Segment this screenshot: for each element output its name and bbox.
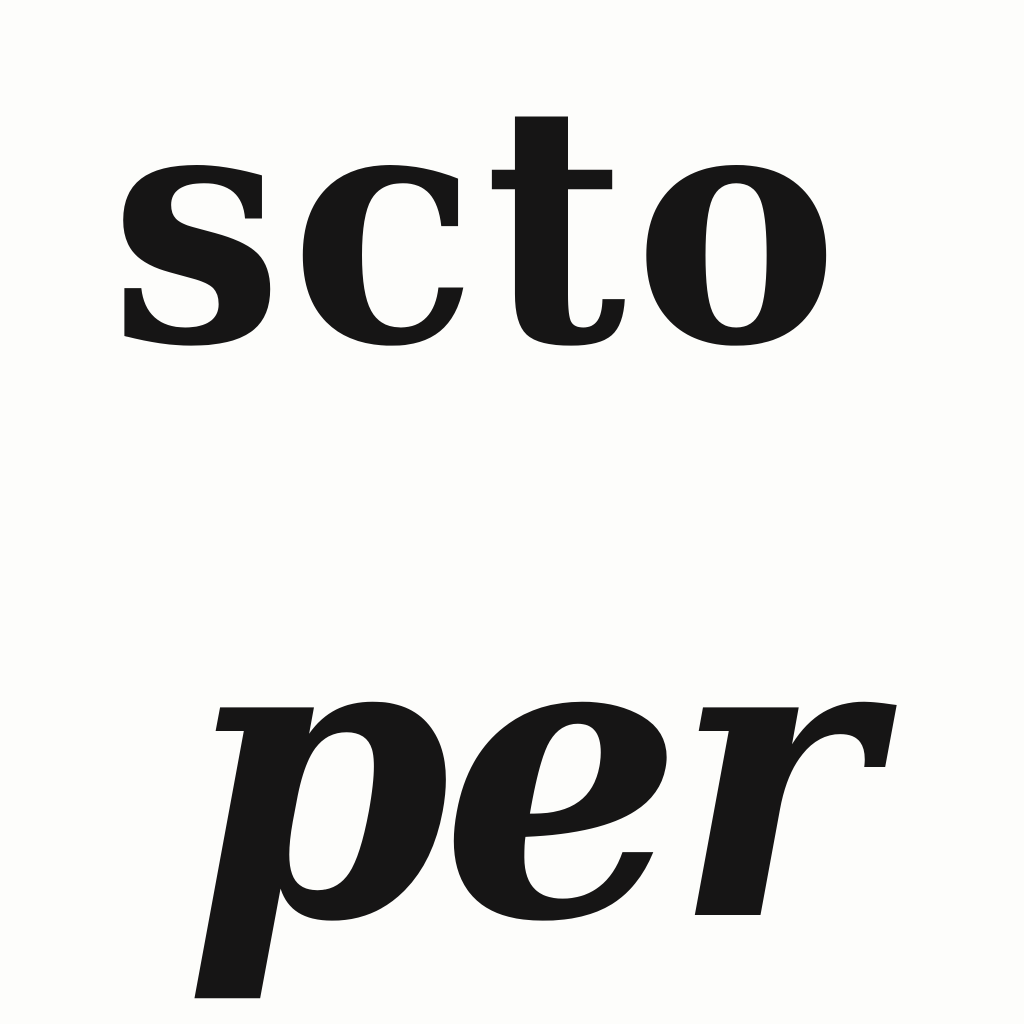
word-line-2: per: [185, 540, 865, 1010]
word-line-1: scto: [110, 31, 846, 419]
